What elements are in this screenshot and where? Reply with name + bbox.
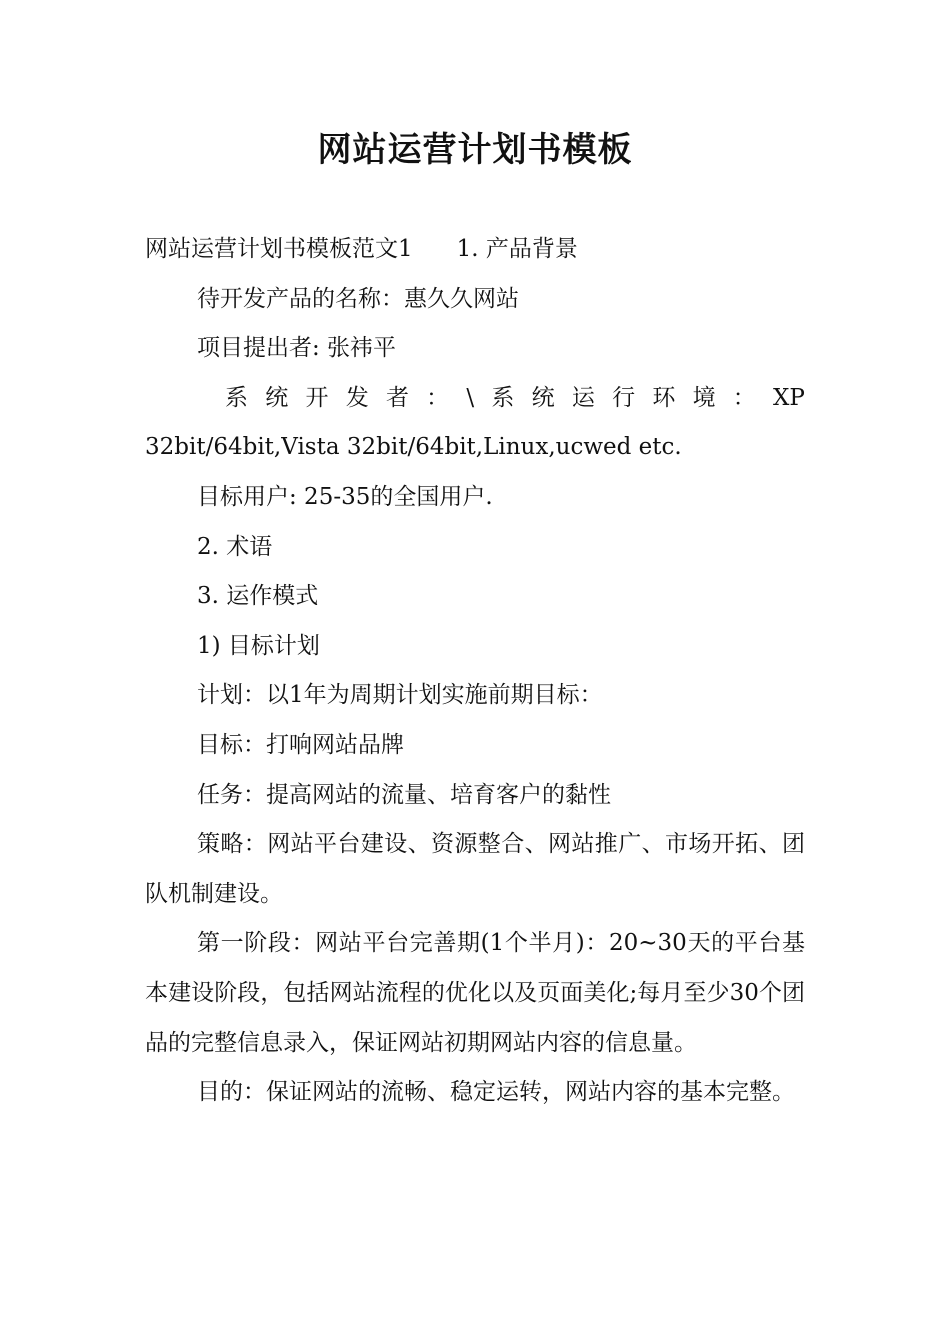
section-heading-3: 3. 运作模式 [197,583,319,610]
task-text: 任务：提高网站的流量、培育客户的黏性 [197,781,611,808]
intro-line [145,225,805,275]
document-body [145,225,805,1118]
goal-text: 目标：打响网站品牌 [197,731,404,758]
section-heading-1: 1. 产品背景 [456,236,578,262]
intro-heading: 网站运营计划书模板范文1 [145,236,413,262]
phase1-paragraph: 第一阶段：网站平台完善期(1个半月)：20~30天的平台基本建设阶段，包括网站流程的优化以及页面美化;每月至少30个团品的完整信息录入，保证网站初期网站内容的信息量。 [145,930,805,1056]
system-line: 系 统 开 发 者 ： \ 系 统 运 行 环 境 ： XP [225,384,805,411]
subsection-heading-1: 1) 目标计划 [197,632,320,659]
project-proposer: 项目提出者: 张祎平 [197,335,397,362]
plan-text: 计划：以1年为周期计划实施前期目标： [197,682,603,709]
purpose-paragraph: 目的：保证网站的流畅、稳定运转，网站内容的基本完整。 [197,1079,795,1106]
system-env-continuation: 32bit/64bit,Vista 32bit/64bit,Linux,ucwed etc. [145,434,682,461]
target-users: 目标用户: 25-35的全国用户. [197,483,493,510]
document-title: 网站运营计划书模板 [317,130,633,170]
strategy-paragraph: 策略：网站平台建设、资源整合、网站推广、市场开拓、团队机制建设。 [145,831,805,907]
section-heading-2: 2. 术语 [197,533,273,560]
product-name: 待开发产品的名称：惠久久网站 [197,285,519,312]
